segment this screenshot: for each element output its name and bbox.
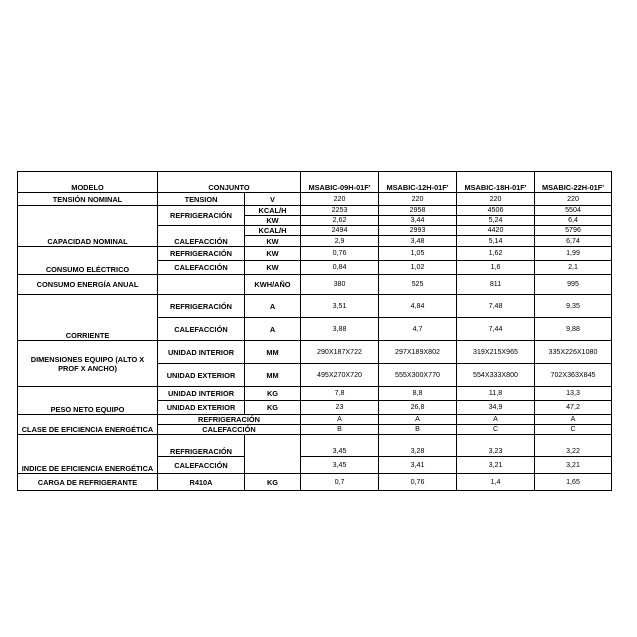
row-label-text: CONSUMO ENERGÍA ANUAL [36, 280, 139, 289]
unit-cell: MM [245, 364, 301, 387]
unit-cell: KW [245, 261, 301, 275]
value-cell: 7,44 [457, 318, 535, 341]
row-label-capacidad: CAPACIDAD NOMINAL [18, 206, 158, 247]
value-cell: 2494 [301, 226, 379, 236]
value-cell: 220 [301, 193, 379, 206]
value-cell: 3,44 [379, 216, 457, 226]
table-row [18, 474, 612, 491]
value-cell: 9,35 [535, 295, 612, 318]
table-row [18, 295, 612, 318]
value-cell: 555X300X770 [379, 364, 457, 387]
sub-label: CALEFACCIÓN [158, 318, 245, 341]
unit-cell: MM [245, 341, 301, 364]
sub-label: CALEFACCIÓN [158, 425, 301, 435]
unit-cell: KW [245, 216, 301, 226]
sub-label: REFRIGERACIÓN [158, 435, 245, 457]
value-cell: 4506 [457, 206, 535, 216]
value-cell: A [457, 415, 535, 425]
value-cell: 335X226X1080 [535, 341, 612, 364]
table-row [18, 435, 612, 457]
value-cell: 2253 [301, 206, 379, 216]
value-cell: 3,45 [301, 457, 379, 474]
row-label-clase: CLASE DE EFICIENCIA ENERGÉTICA [18, 415, 158, 435]
value-cell: B [301, 425, 379, 435]
value-cell: 495X270X720 [301, 364, 379, 387]
value-cell: 3,88 [301, 318, 379, 341]
table-row [18, 206, 612, 216]
value-cell: 1,99 [535, 247, 612, 261]
value-cell: 2,9 [301, 236, 379, 247]
row-label-corriente: CORRIENTE [18, 295, 158, 341]
unit-cell: KCAL/H [245, 206, 301, 216]
header-model-2: MSABIC-12H-01F' [379, 172, 457, 193]
value-cell: 2993 [379, 226, 457, 236]
row-label-peso: PESO NETO EQUIPO [18, 387, 158, 415]
value-cell: 0,76 [379, 474, 457, 491]
value-cell: 4,84 [379, 295, 457, 318]
value-cell: 0,76 [301, 247, 379, 261]
value-cell: 2,1 [535, 261, 612, 275]
value-cell: 0,7 [301, 474, 379, 491]
value-cell: 0,84 [301, 261, 379, 275]
value-cell: B [379, 425, 457, 435]
value-cell: C [535, 425, 612, 435]
unit-cell: KCAL/H [245, 226, 301, 236]
value-cell: 3,22 [535, 435, 612, 457]
value-cell: 5796 [535, 226, 612, 236]
header-modelo: MODELO [18, 172, 158, 193]
value-cell: 220 [535, 193, 612, 206]
value-cell: 47,2 [535, 401, 612, 415]
sub-label: REFRIGERACIÓN [158, 247, 245, 261]
value-cell: A [379, 415, 457, 425]
row-label-indice: INDICE DE EFICIENCIA ENERGÉTICA [18, 435, 158, 474]
unit-cell: KWH/AÑO [245, 275, 301, 295]
table-row [18, 415, 612, 425]
sub-label: CALEFACCIÓN [158, 457, 245, 474]
value-cell: 525 [379, 275, 457, 295]
value-cell: 13,3 [535, 387, 612, 401]
value-cell: 220 [457, 193, 535, 206]
header-row [18, 172, 612, 193]
value-cell: 1,05 [379, 247, 457, 261]
value-cell: 1,4 [457, 474, 535, 491]
header-conjunto: CONJUNTO [158, 172, 301, 193]
value-cell: 3,21 [457, 457, 535, 474]
unit-cell: KW [245, 247, 301, 261]
sub-label: CALEFACCIÓN [158, 226, 245, 247]
value-cell: 6,4 [535, 216, 612, 226]
sub-label: REFRIGERACIÓN [158, 295, 245, 318]
unit-cell: KW [245, 236, 301, 247]
unit-cell: KG [245, 401, 301, 415]
sub-label: UNIDAD EXTERIOR [158, 364, 245, 387]
value-cell: 319X215X965 [457, 341, 535, 364]
value-cell: 220 [379, 193, 457, 206]
value-cell: 2958 [379, 206, 457, 216]
value-cell: 290X187X722 [301, 341, 379, 364]
table-row [18, 275, 612, 295]
value-cell: 380 [301, 275, 379, 295]
sub-label: REFRIGERACIÓN [158, 206, 245, 226]
sub-label: TENSION [158, 193, 245, 206]
spec-table [17, 171, 612, 491]
value-cell: 9,88 [535, 318, 612, 341]
value-cell: 23 [301, 401, 379, 415]
value-cell: 11,8 [457, 387, 535, 401]
sub-label: UNIDAD EXTERIOR [158, 401, 245, 415]
value-cell: 554X333X800 [457, 364, 535, 387]
value-cell: 5,14 [457, 236, 535, 247]
value-cell: 1,6 [457, 261, 535, 275]
row-label-tension: TENSIÓN NOMINAL [18, 193, 158, 206]
unit-cell: V [245, 193, 301, 206]
value-cell: 811 [457, 275, 535, 295]
table-row [18, 193, 612, 206]
header-model-3: MSABIC-18H-01F' [457, 172, 535, 193]
unit-cell-empty [245, 435, 301, 474]
row-label-dimensiones: DIMENSIONES EQUIPO (ALTO X PROF X ANCHO) [18, 341, 158, 387]
value-cell: 3,51 [301, 295, 379, 318]
value-cell: A [301, 415, 379, 425]
header-model-1: MSABIC-09H-01F' [301, 172, 379, 193]
unit-cell: KG [245, 474, 301, 491]
value-cell: 2,62 [301, 216, 379, 226]
value-cell: 297X189X802 [379, 341, 457, 364]
unit-cell: A [245, 318, 301, 341]
row-label-energia [18, 275, 158, 295]
value-cell: 3,28 [379, 435, 457, 457]
value-cell: 1,02 [379, 261, 457, 275]
value-cell: A [535, 415, 612, 425]
value-cell: 995 [535, 275, 612, 295]
value-cell: 6,74 [535, 236, 612, 247]
value-cell: 3,23 [457, 435, 535, 457]
value-cell: 1,65 [535, 474, 612, 491]
value-cell: 7,48 [457, 295, 535, 318]
value-cell: 7,8 [301, 387, 379, 401]
value-cell: 3,41 [379, 457, 457, 474]
sub-label: REFRIGERACIÓN [158, 415, 301, 425]
value-cell: 3,21 [535, 457, 612, 474]
row-label-consumo: CONSUMO ELÉCTRICO [18, 247, 158, 275]
value-cell: 8,8 [379, 387, 457, 401]
value-cell: 26,8 [379, 401, 457, 415]
sub-label-empty [158, 275, 245, 295]
value-cell: C [457, 425, 535, 435]
value-cell: 5,24 [457, 216, 535, 226]
unit-cell: KG [245, 387, 301, 401]
table-row [18, 247, 612, 261]
sub-label: UNIDAD INTERIOR [158, 341, 245, 364]
value-cell: 3,45 [301, 435, 379, 457]
row-label-carga: CARGA DE REFRIGERANTE [18, 474, 158, 491]
table-row [18, 341, 612, 364]
unit-cell: A [245, 295, 301, 318]
sub-label: UNIDAD INTERIOR [158, 387, 245, 401]
sub-label: R410A [158, 474, 245, 491]
value-cell: 702X363X845 [535, 364, 612, 387]
value-cell: 3,48 [379, 236, 457, 247]
header-model-4: MSABIC-22H-01F' [535, 172, 612, 193]
value-cell: 4,7 [379, 318, 457, 341]
value-cell: 4420 [457, 226, 535, 236]
value-cell: 34,9 [457, 401, 535, 415]
value-cell: 5504 [535, 206, 612, 216]
table-row [18, 387, 612, 401]
sub-label: CALEFACCIÓN [158, 261, 245, 275]
value-cell: 1,62 [457, 247, 535, 261]
